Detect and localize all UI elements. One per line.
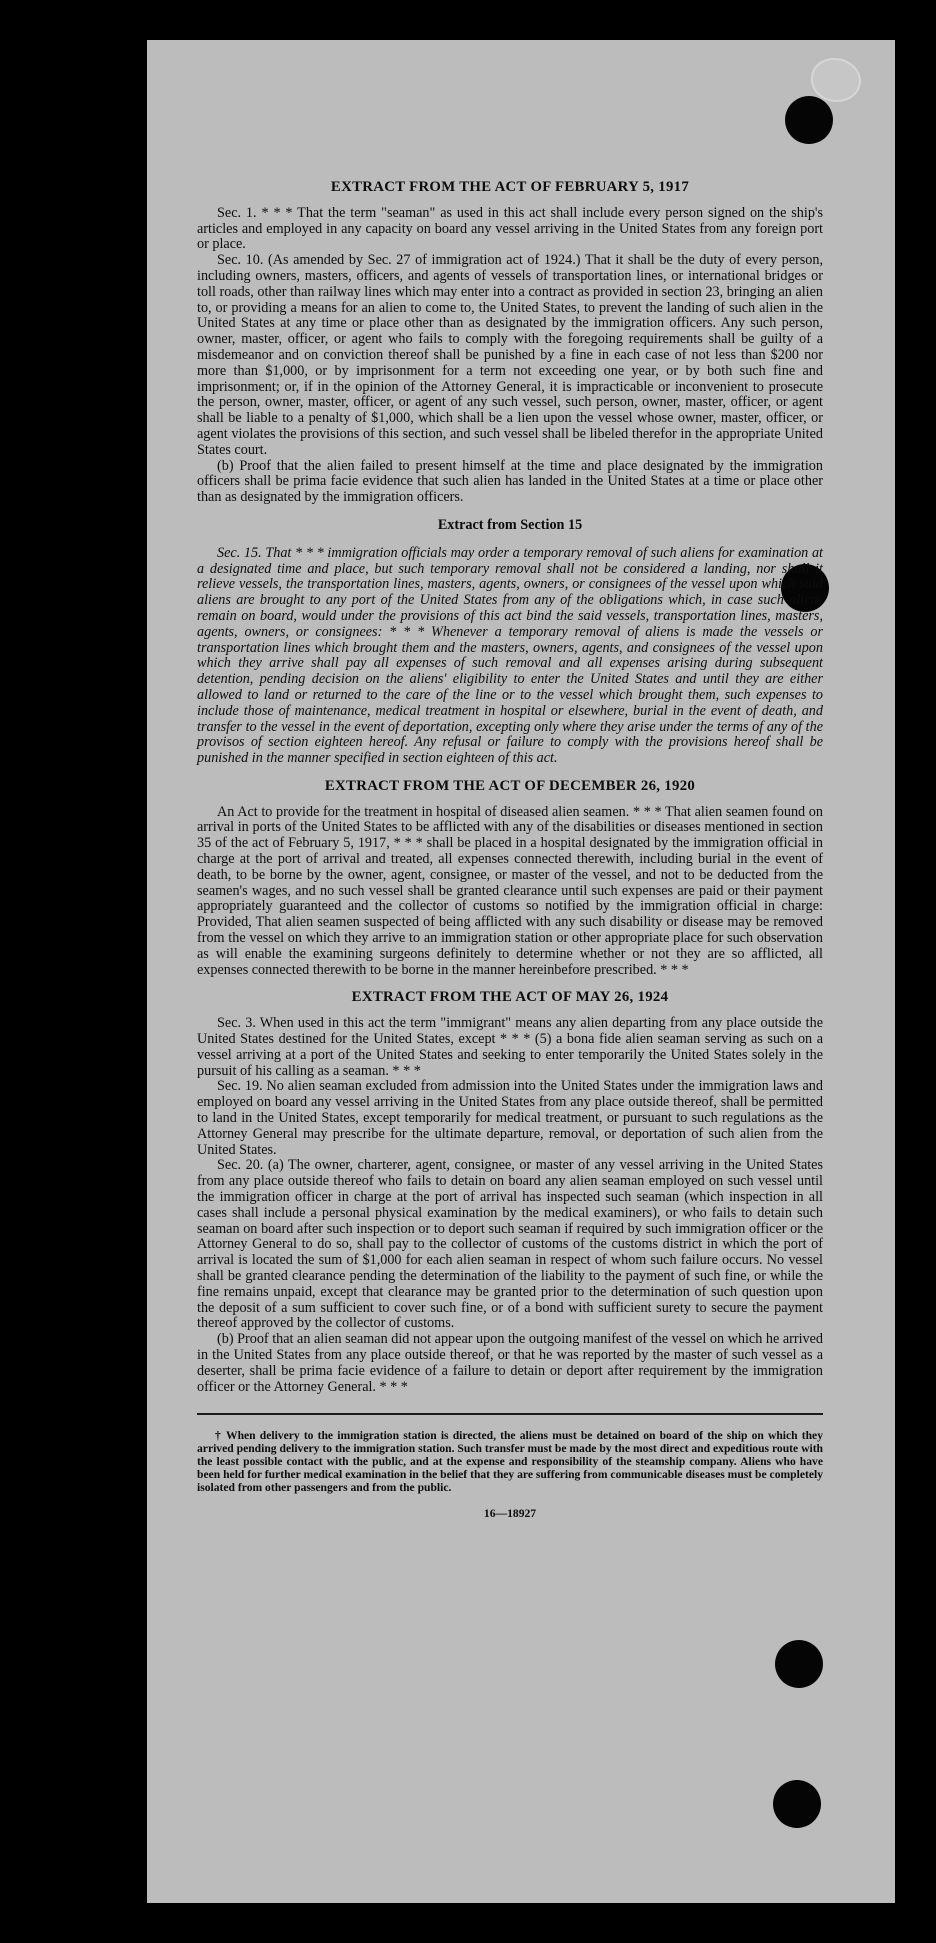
section-title-feb-1917: EXTRACT FROM THE ACT OF FEBRUARY 5, 1917 xyxy=(330,179,690,195)
punch-hole-top xyxy=(785,96,833,144)
sec10-paragraph: Sec. 10. (As amended by Sec. 27 of immigration act of 1924.) That it shall be the duty of every person, including owners, masters, officers, and agents of vessels of transportation lines, or international bridges or toll roads, other than railway lines which may enter into a contract as provided in section 23, bringing an alien to, or providing a means for an alien to come to, the United States, to prevent the landing of such alien in the United States at any time or place other than as designated by the immigration officers. Any such person, owner, master, officer, or agent who fails to comply with the foregoing requirements shall be guilty of a misdemeanor and on conviction thereof shall be punished by a fine in each case of not less than $200 nor more than $1,000, or by imprisonment for a term not exceeding one year, or by both such fine and imprisonment; or, if in the opinion of the Attorney General, it is impracticable or inconvenient to prosecute the person, owner, master, officer, or agent of any such vessel, such person, owner, master, officer, or agent shall be liable to a penalty of $1,000, which shall be a lien upon the vessel whose owner, master, officer, or agent violates the provisions of this section, and such vessel shall be libeled therefor in the appropriate United States court. xyxy=(197,252,823,458)
footnote-text: † When delivery to the immigration station is directed, the aliens must be detained on board of the ship on which they arrived pending delivery to the immigration station. Such transfer must be made by the most direct and expeditious route with the least possible contact with the public, and at the expense and responsibility of the steamship company. Aliens who have been held for further medical examination in the belief that they are suffering from communicable diseases must be completely isolated from other passengers and from the public. xyxy=(197,1429,823,1495)
section-title-dec-1920: EXTRACT FROM THE ACT OF DECEMBER 26, 1920 xyxy=(324,777,696,794)
sec10b-paragraph: (b) Proof that the alien failed to present himself at the time and place designated by the immigration officers shall be prima facie evidence that such alien has landed in the United States at a time or place other than as designated by the immigration officers. xyxy=(197,457,823,506)
paper-notch xyxy=(811,58,861,102)
act-1920-paragraph: An Act to provide for the treatment in hospital of diseased alien seamen. * * * That alien seamen found on arrival in ports of the United States to be afflicted with any of the disabilities or diseases mentioned in section 35 of the act of February 5, 1917, * * * shall be placed in a hospital designated by the immigration official in charge at the port of arrival and treated, all expenses connected therewith, including burial in the event of death, to be borne by the owner, agent, consignee, or master of the vessel, and not to be deducted from the seamen's wages, and no such vessel shall be granted clearance until such expenses are paid or their payment appropriately guaranteed and the collector of customs so notified by the immigration official in charge: Provided, That alien seamen suspected of being afflicted with any such disability or disease may be removed from the vessel on which they arrive to an immigration station or other appropriate place for such observation as will enable the examining surgeons definitely to determine whether or not they are so afflicted, all expenses connected therewith to be borne in the manner hereinbefore prescribed. * * * xyxy=(197,803,823,978)
page-number: 16—18927 xyxy=(483,1507,537,1521)
punch-hole-bottom xyxy=(773,1780,821,1828)
sec20a-paragraph: Sec. 20. (a) The owner, charterer, agent, consignee, or master of any vessel arriving in the United States from any place outside thereof who fails to detain on board any alien seaman employed on such vessel until the immigration officer in charge at the port of arrival has inspected such seaman (which inspection in all cases shall include a personal physical examination by the medical examiners), or who fails to detain such seaman on board after such inspection or to deport such seaman if required by such immigration officer or the Attorney General to do so, shall pay to the collector of customs of the customs district in which the port of arrival is located the sum of $1,000 for each alien seaman in respect of whom such failure occurs. No vessel shall be granted clearance pending the determination of the liability to the payment of such fine, or while the fine remains unpaid, except that clearance may be granted prior to the determination of such question upon the deposit of a sum sufficient to cover such fine, or of a bond with sufficient surety to secure the payment thereof approved by the collector of customs. xyxy=(197,1157,823,1332)
document-page xyxy=(147,40,895,1903)
sec1-paragraph: Sec. 1. * * * That the term "seaman" as used in this act shall include every person signed on the ship's articles and employed in any capacity on board any vessel arriving in the United States from any foreign port or place. xyxy=(197,204,823,253)
footnote xyxy=(197,1413,823,1494)
sec20b-paragraph: (b) Proof that an alien seaman did not appear upon the outgoing manifest of the vessel on which he arrived in the United States from any place outside thereof, or that he was reported by the master of such vessel as a deserter, shall be prima facie evidence of a failure to detain or deport after requirement by the immigration officer or the Attorney General. * * * xyxy=(197,1331,823,1395)
punch-hole-lower-middle xyxy=(775,1640,823,1688)
sec19-paragraph: Sec. 19. No alien seaman excluded from admission into the United States under the immigration laws and employed on board any vessel arriving in the United States from any place outside thereof, shall be permitted to land in the United States, except temporarily for medical treatment, or pursuant to such regulations as the Attorney General may prescribe for the ultimate departure, removal, or deportation of such alien from the United States. xyxy=(197,1078,823,1158)
section-title-section-15: Extract from Section 15 xyxy=(437,516,583,533)
sec3-paragraph: Sec. 3. When used in this act the term "immigrant" means any alien departing from any place outside the United States destined for the United States, except * * * (5) a bona fide alien seaman serving as such on a vessel arriving at a port of the United States and seeking to enter temporarily the United States solely in the pursuit of his calling as a seaman. * * * xyxy=(197,1015,823,1079)
section-title-may-1924: EXTRACT FROM THE ACT OF MAY 26, 1924 xyxy=(351,989,669,1006)
sec15-paragraph: Sec. 15. That * * * immigration officials may order a temporary removal of such aliens for examination at a designated time and place, but such temporary removal shall not be considered a landing, nor shall it relieve vessels, the transportation lines, masters, agents, owners, or consignees of the vessel upon which said aliens are brought to any port of the United States from any of the obligations which, in case such aliens remain on board, would under the provisions of this act bind the said vessels, transportation lines, masters, agents, owners, or consignees: * * * Whenever a temporary removal of aliens is made the vessels or transportation lines which brought them and the masters, owners, agents, and consignees of the vessel upon which they arrive shall pay all expenses of such removal and all expenses arising during subsequent detention, pending decision on the aliens' eligibility to enter the United States and until they are either allowed to land or returned to the care of the line or to the vessel which brought them, such expenses to include those of maintenance, medical treatment in hospital or elsewhere, burial in the event of death, and transfer to the vessel in the event of deportation, excepting only where they arise under the terms of any of the provisos of section eighteen hereof. Any refusal or failure to comply with the provisions hereof shall be punished in the manner specified in section eighteen of this act. xyxy=(197,544,823,767)
document-body xyxy=(197,180,823,1522)
